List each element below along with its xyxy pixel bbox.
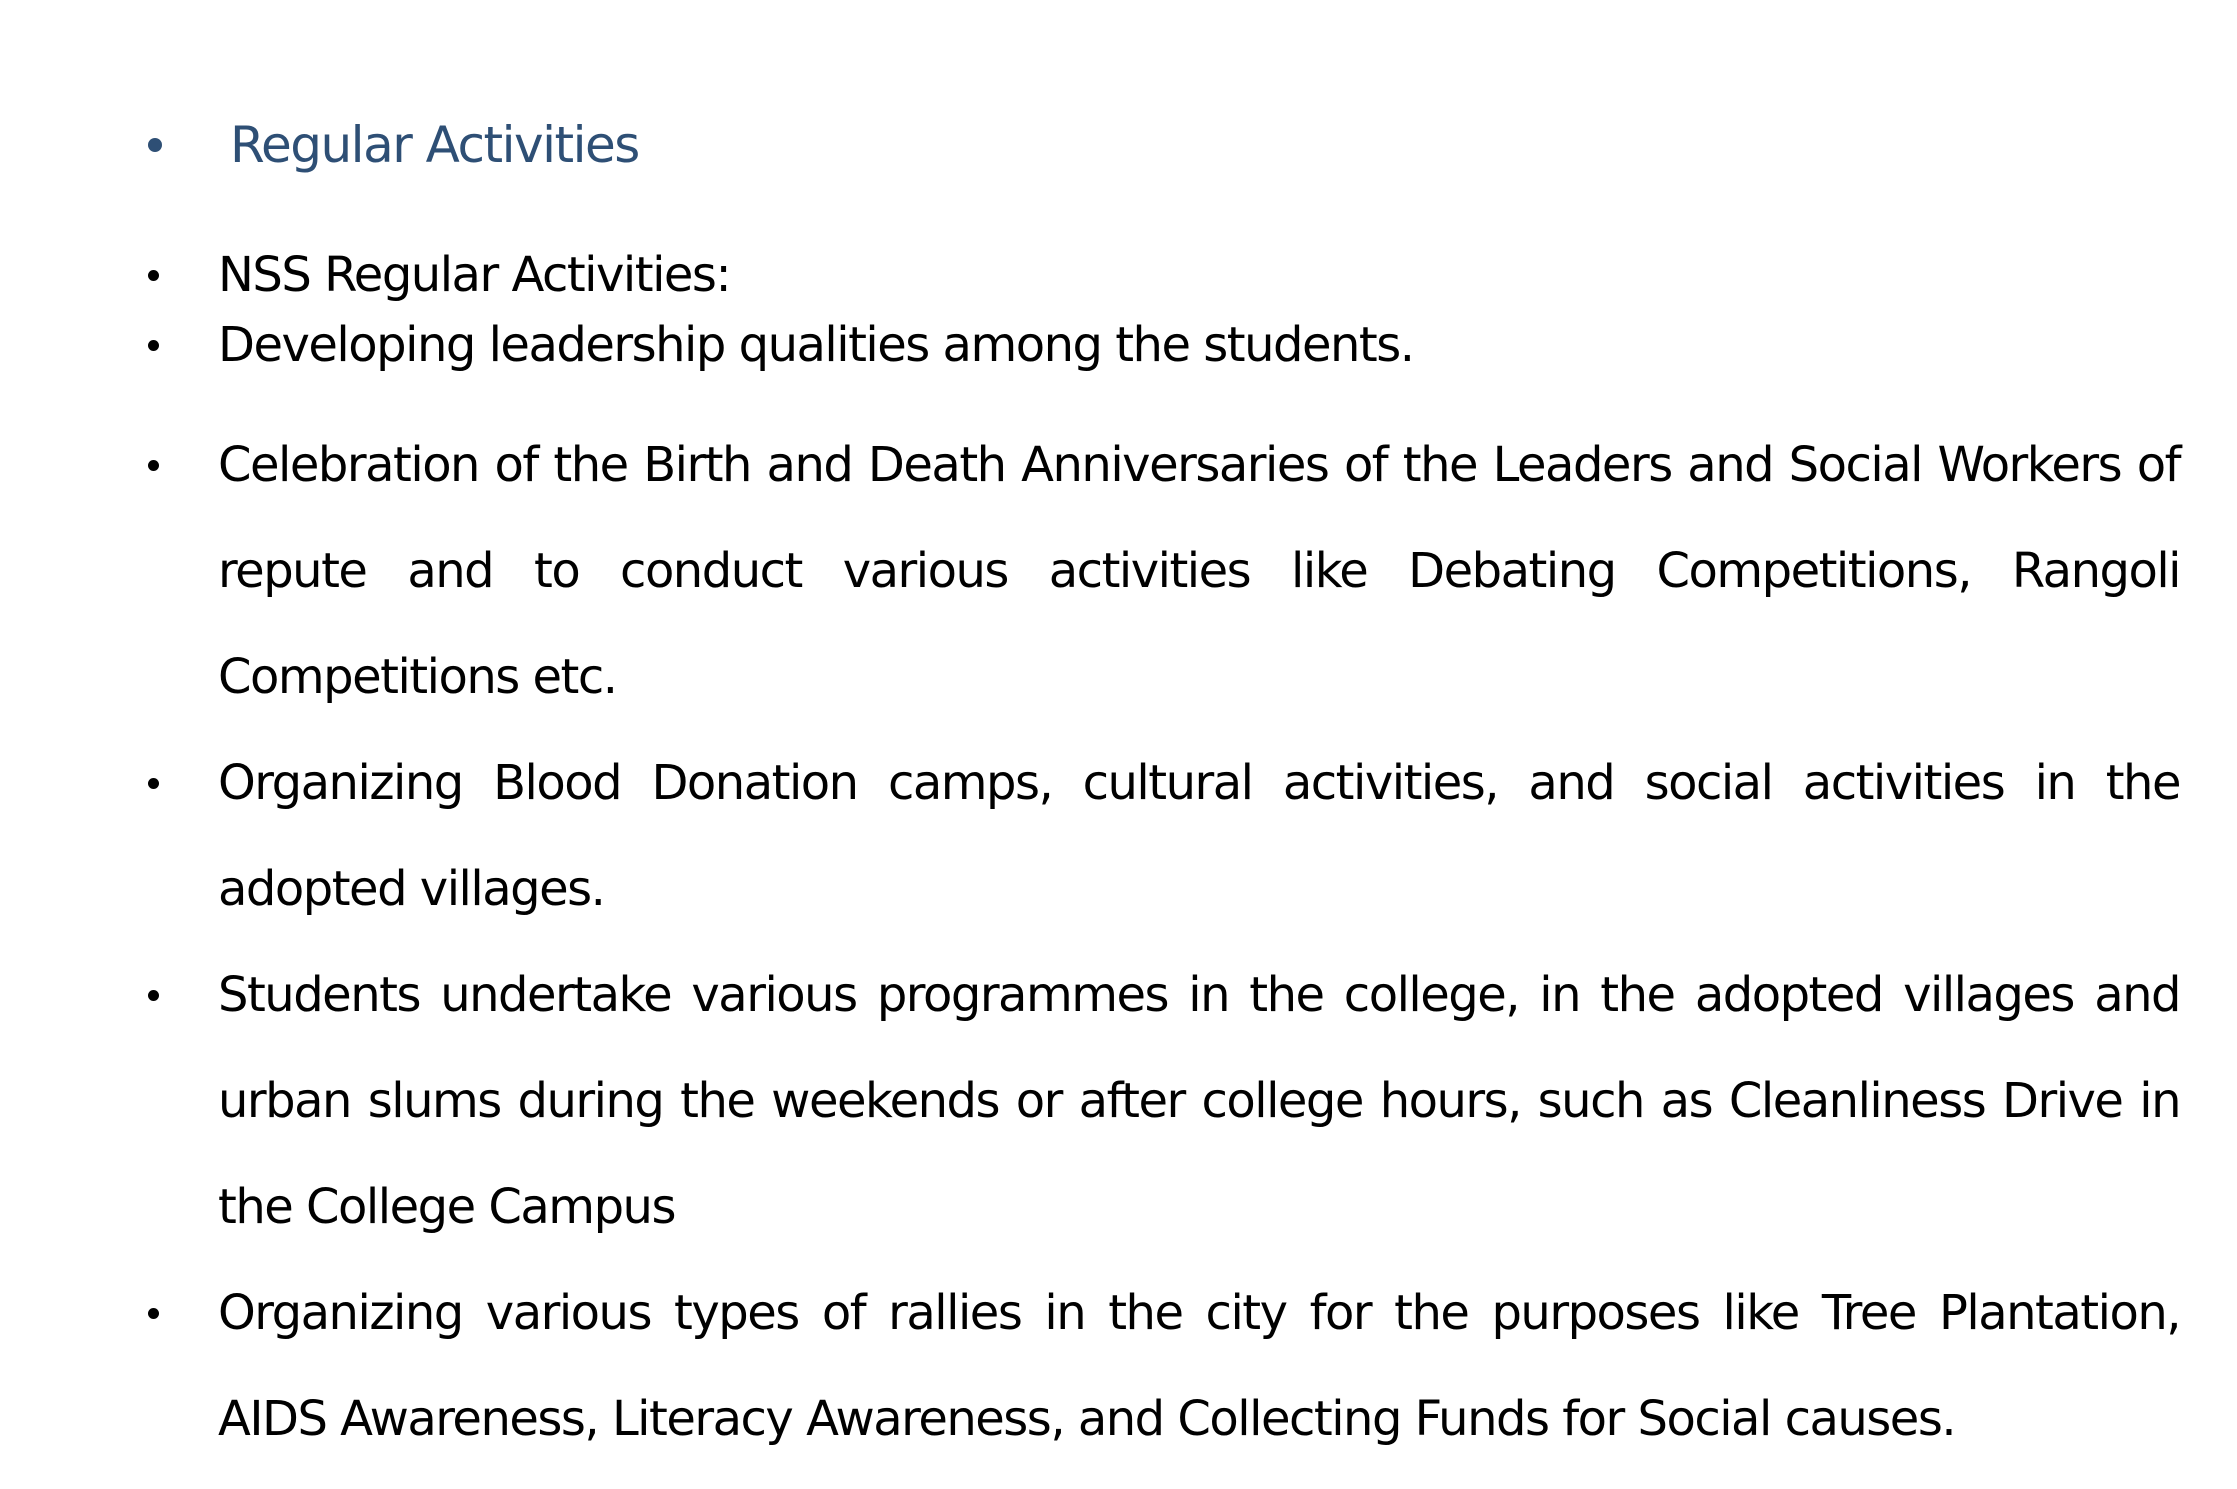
- list-item: [140, 310, 2180, 380]
- bullet-icon: [148, 340, 159, 351]
- list-item-text: Organizing Blood Donation camps, cultural activities, and social activities in the adopted villages.: [218, 755, 2180, 917]
- bullet-icon: [148, 778, 159, 789]
- list-item: [140, 412, 2180, 730]
- list-item-text: Students undertake various programmes in the college, in the adopted villages and urban slums during the weekends or after college hours, such as Cleanliness Drive in the College Campus: [218, 967, 2180, 1235]
- section-heading-text: Regular Activities: [230, 116, 639, 174]
- bullet-icon: [148, 990, 159, 1001]
- list-item: [140, 942, 2180, 1260]
- list-item-text: Celebration of the Birth and Death Anniversaries of the Leaders and Social Workers of repute and to conduct various activities like Debating Competitions, Rangoli Competitions etc.: [218, 437, 2180, 705]
- bullet-icon: [148, 460, 159, 471]
- list-item-text: Developing leadership qualities among the students.: [218, 317, 1414, 373]
- list-item: [140, 1260, 2180, 1472]
- bullet-icon: [148, 1308, 159, 1319]
- list-item: [140, 730, 2180, 942]
- bullet-icon: [148, 270, 159, 281]
- list-item-text: Organizing various types of rallies in the city for the purposes like Tree Plantation, AIDS Awareness, Literacy Awareness, and Collecting Funds for Social causes.: [218, 1285, 2180, 1447]
- activities-list: [140, 240, 2180, 1472]
- list-item-text: NSS Regular Activities:: [218, 247, 731, 303]
- heading-bullet-icon: [148, 138, 162, 152]
- section-heading: [140, 110, 639, 180]
- list-item: [140, 240, 2180, 310]
